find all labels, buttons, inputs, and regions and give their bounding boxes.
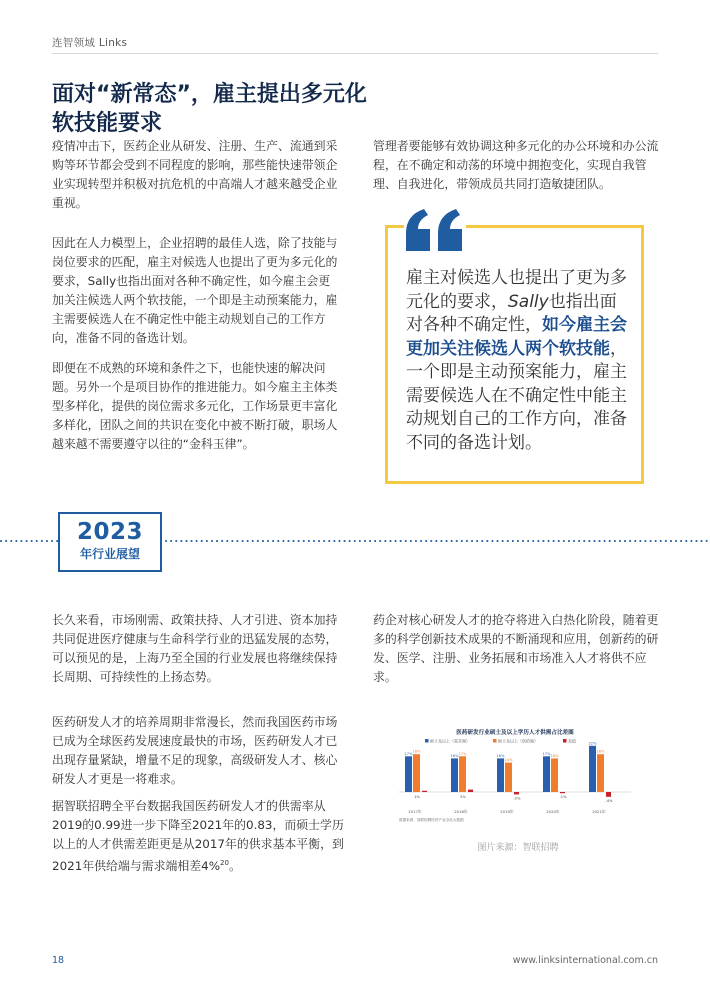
dotted-rule-left	[0, 539, 58, 543]
quote-highlight: 如今雇主会更加关注候选人两个软技能	[406, 315, 627, 359]
pull-quote-text	[406, 267, 631, 455]
diff-bar	[422, 791, 427, 792]
x-tick-label: 2018年	[454, 809, 468, 814]
paragraph-3: 即便在不成熟的环境和条件之下，也能快速的解决问题。另外一个是项目协作的推进能力。如今雇主主体类型多样化，提供的岗位需求多元化，工作场景更丰富化多样化，团队之间的共识在变化中被不断打破，职场人越来越不需要遵守以往的“金科玉律”。	[52, 361, 338, 451]
legend-label: 硕士及以上（需求端）	[430, 738, 470, 744]
paragraph-7-end: 。	[228, 858, 241, 873]
quote-mark-icon	[404, 205, 466, 253]
section-year-badge	[58, 512, 162, 572]
quote-part-3: ，一个即是主动预案能力，雇主需要候选人在不确定性中能主动规划自己的工作方向，准备不同的备选计划。	[406, 338, 627, 453]
footer-url[interactable]: www.linksinternational.com.cn	[512, 955, 658, 966]
bar-label: 17%	[404, 751, 413, 756]
embedded-figure	[395, 725, 635, 825]
bar-label: 16%	[496, 753, 505, 758]
quote-sally: Sally	[508, 291, 549, 312]
diff-label: -4%	[605, 798, 613, 803]
diff-label: 2%	[460, 795, 466, 799]
x-tick-label: 2021年	[592, 809, 606, 814]
figure-legend	[425, 737, 576, 743]
paragraph-8: 药企对核心研发人才的抢夺将进入白热化阶段，随着更多的科学创新技术成果的不断涌现和应用，创新药的研发、医学、注册、业务拓展和市场准入人才将供不应求。	[373, 613, 659, 684]
bar	[459, 756, 466, 792]
page-title: 面对“新常态”，雇主提出多元化软技能要求	[52, 82, 367, 136]
legend-swatch	[563, 739, 567, 743]
bar-label: 17%	[542, 751, 551, 756]
bar	[589, 746, 596, 792]
bar	[497, 758, 504, 792]
figure-title: 医药研发行业硕士及以上学历人才供需占比差图	[456, 730, 574, 736]
bar-label: 22%	[588, 741, 597, 746]
paragraph-1: 疫情冲击下，医药企业从研发、注册、生产、流通到采购等环节都会受到不同程度的影响，那些能快速带领企业实现转型并积极对抗危机的中高端人才越来越受企业重视。	[52, 139, 338, 210]
x-tick-label: 2017年	[408, 809, 422, 814]
diff-bar	[514, 792, 519, 794]
section-year: 2023	[76, 519, 143, 545]
quote-part-1: 雇主对候选人也提出了更为多元化的要求，	[406, 268, 627, 312]
bar	[413, 754, 420, 792]
paragraph-7-text: 据智联招聘全平台数据我国医药研发人才的供需率从2019的0.99进一步下降至2021年的0.83，而硕士学历以上的人才供需差距更是从2017年的供求基本平衡，到2021年供给端与需求端相差4%	[52, 799, 344, 873]
bar	[597, 754, 604, 792]
paragraph-6: 医药研发人才的培养周期非常漫长，然而我国医药市场已成为全球医药发展速度最快的市场，医药研发人才已出现存量紧缺，增量不足的现象，高级研发人才、核心研发人才更是一将难求。	[52, 715, 338, 786]
dotted-rule-right	[162, 539, 710, 543]
legend-swatch	[425, 739, 429, 743]
figure-source: 数据来源：智联招聘医药产业全站大数据	[399, 818, 464, 822]
bar	[543, 756, 550, 792]
bar-label: 18%	[412, 749, 421, 754]
bar-label: 16%	[450, 753, 459, 758]
diff-label: -1%	[559, 795, 567, 800]
header-brand: 连智领域 Links	[52, 37, 128, 49]
page-number: 18	[52, 955, 65, 966]
section-label: 年行业展望	[79, 547, 140, 561]
bar-label: 14%	[504, 758, 513, 763]
bar-label: 17%	[458, 751, 467, 756]
paragraph-4: 管理者要能够有效协调这种多元化的办公环境和办公流程，在不确定和动荡的环境中拥抱变化，实现自我管理、自我进化，带领成员共同打造敏捷团队。	[373, 139, 659, 191]
x-tick-label: 2019年	[500, 809, 514, 814]
diff-bar	[560, 792, 565, 793]
diff-bar	[468, 790, 473, 792]
bar-label: 18%	[596, 749, 605, 754]
footnote-ref: 20	[220, 859, 229, 867]
diff-label: 1%	[414, 795, 420, 799]
diff-label: -2%	[513, 796, 521, 801]
paragraph-7	[52, 797, 344, 876]
quote-part-2: 也指出面对各种不确定性，	[406, 291, 617, 335]
bar	[451, 758, 458, 792]
legend-swatch	[493, 739, 497, 743]
x-tick-label: 2020年	[546, 809, 560, 814]
diff-bar	[606, 792, 611, 797]
legend-label: 硕士及以上（供给端）	[498, 738, 538, 744]
bar-label: 16%	[550, 753, 559, 758]
figure-bars	[405, 741, 614, 814]
bar	[505, 763, 512, 792]
figure-credit: 图片来源：智联招聘	[477, 843, 559, 853]
bar	[551, 758, 558, 792]
paragraph-5: 长久来看，市场刚需、政策扶持、人才引进、资本加持共同促进医疗健康与生命科学行业的迅猛发展的态势，可以预见的是，上海乃至全国的行业发展也将继续保持长周期、可持续性的上扬态势。	[52, 613, 338, 684]
bar	[405, 756, 412, 792]
legend-label: 差值	[568, 738, 576, 744]
paragraph-2: 因此在人力模型上，企业招聘的最佳人选，除了技能与岗位要求的匹配，雇主对候选人也提出了更为多元化的要求，Sally也指出面对各种不确定性，如今雇主会更加关注候选人两个软技能，一个即是主动预案能力，雇主需要候选人在不确定性中能主动规划自己的工作方向，准备不同的备选计划。	[52, 236, 338, 345]
header-divider	[52, 53, 658, 54]
